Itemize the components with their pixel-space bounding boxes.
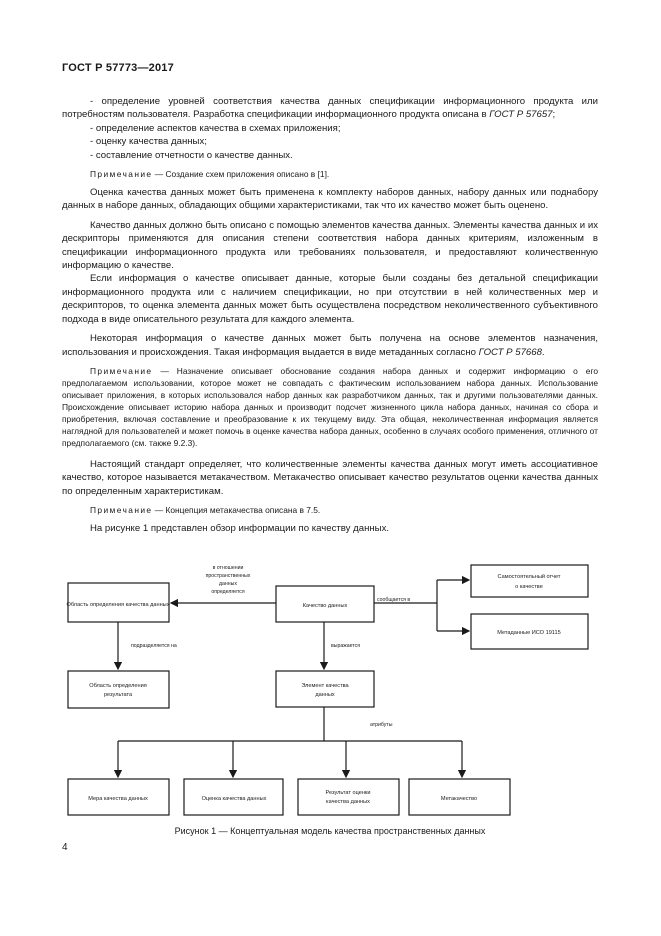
standard-reference: ГОСТ Р 57657: [489, 109, 553, 121]
page-number: 4: [62, 842, 68, 853]
report-box: [471, 565, 588, 597]
quality-box-label: Качество данных: [302, 603, 348, 609]
list-item: - составление отчетности о качестве данных.: [90, 149, 293, 161]
concept-diagram: [62, 557, 598, 819]
relation-label-4: определяется: [211, 589, 245, 595]
report-box-label-2: о качестве: [515, 584, 543, 590]
list-item: - оценку качества данных;: [90, 136, 207, 148]
element-box-label-2: данных: [315, 692, 335, 698]
result-box: [298, 779, 399, 815]
metadata-box-label: Метаданные ИСО 19115: [497, 630, 561, 636]
note: Примечание — Назначение описывает обоснование создания набора данных и содержит информацию о его предполагаемом использовании, которое может не совпадать с фактическим использованием набора данных. Использование описывает приложения, в которых использовался набор данных как разработчиком данных, так и другими пользователями данных. Происхождение описывает историю набора данных и производит подсчет жизненного цикла набора данных, начиная со сбора и приобретения, включая составление и преобразование к их текущему виду. Эта общая, неколичественная информация является наглядной для пользователей и может помочь в оценке качества набора данных, особенно в случаях особого применения, отличного от предполагаемого (см. также 9.2.3).: [62, 365, 598, 448]
paragraph: Качество данных должно быть описано с помощью элементов качества данных. Элементы качества данных и их дескрипторы применяются для описания степени соответствия набора данных критериям, изложенным в спецификации информационного продукта или требованиях пользователя, и предоставляют количественную информацию о качестве.: [62, 219, 598, 272]
note: Примечание — Концепция метакачества описана в 7.5.: [90, 505, 321, 516]
measure-box-label: Мера качества данных: [88, 796, 148, 802]
reported-label: сообщается в: [377, 597, 411, 603]
result-scope-label-1: Область определения: [89, 683, 147, 689]
relation-label-1: в отношении: [212, 565, 244, 571]
metaquality-box-label: Метакачество: [440, 796, 478, 802]
result-scope-box: [68, 671, 169, 708]
note: Примечание — Создание схем приложения описано в [1].: [90, 169, 330, 180]
element-box: [276, 671, 374, 707]
relation-label-2: пространственных: [205, 573, 251, 579]
relation-label-3: данных: [219, 581, 237, 587]
list-item: - определение аспектов качества в схемах приложения;: [90, 122, 341, 134]
expressed-label: выражается: [331, 643, 361, 649]
report-box-label-1: Самостоятельный отчет: [497, 574, 561, 580]
result-box-label-1: Результат оценки: [325, 790, 371, 796]
figure-caption: Рисунок 1 — Концептуальная модель качества пространственных данных: [174, 826, 486, 836]
paragraph: Оценка качества данных может быть применена к комплекту наборов данных, набору данных или поднабору данных в наборе данных, обладающих общими характеристиками, так что их качество может быть оценено.: [62, 187, 598, 212]
list-item: - определение уровней соответствия качества данных спецификации информационного продукта или потребностям пользователя. Разработка спецификации информационного продукта описана в ГОСТ Р 57657;: [62, 96, 598, 121]
paragraph: Некоторая информация о качестве данных может быть получена на основе элементов назначения, использования и происхождения. Такая информация выдается в виде метаданных согласно ГОСТ Р 57668.: [62, 333, 598, 358]
scope-box-label: Область определения качества данных: [66, 602, 170, 608]
paragraph: Настоящий стандарт определяет, что количественные элементы качества данных могут иметь ассоциативное качество, которое называется метакачеством. Метакачество описывает качество результатов оценки качества данных по определенным характеристикам.: [62, 458, 598, 497]
subdivided-label: подразделяется на: [131, 643, 177, 649]
body-text: [62, 95, 598, 536]
attributes-label: атрибуты: [370, 722, 393, 728]
result-box-label-2: качества данных: [326, 799, 370, 805]
standard-reference: ГОСТ Р 57668: [478, 346, 542, 358]
document-header: ГОСТ Р 57773—2017: [62, 62, 174, 74]
result-scope-label-2: результата: [103, 692, 133, 698]
paragraph: На рисунке 1 представлен обзор информации по качеству данных.: [90, 523, 390, 535]
paragraph: Если информация о качестве описывает данные, которые были созданы без детальной спецификации информационного продукта или с наличием спецификации, но при отсутствии в ней количественных мер и дескрипторов, то оценка элемента данных может быть осуществлена посредством неколичественного субъективного подхода в виде описательного результата для каждого элемента.: [62, 273, 598, 325]
evaluation-box-label: Оценка качества данных: [201, 796, 267, 802]
element-box-label-1: Элемент качества: [301, 683, 349, 689]
